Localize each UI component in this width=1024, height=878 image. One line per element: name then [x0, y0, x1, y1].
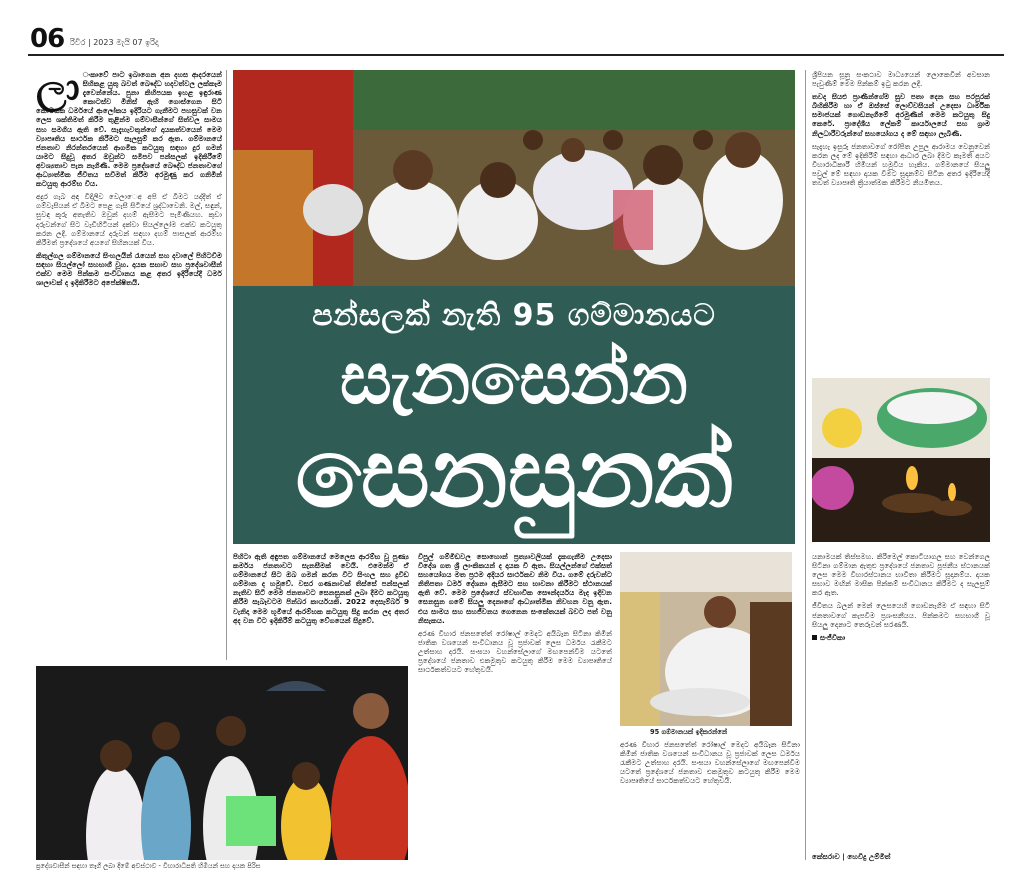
- col4-paragraph-1: ශ්‍රීපියන සූනු සංකථාව මාධ්‍යයෙන් ලොකෙවින් අවසාන පැවුණිම් මෙම පින්කම් ඉටු කරන ලදී.: [812, 70, 990, 89]
- bullet-icon: [812, 635, 817, 640]
- header-rule: [28, 54, 1004, 56]
- dateline: රිවිර | 2023 මැයි 07 ඉරිදා: [70, 38, 159, 47]
- offering-photo: [812, 378, 990, 542]
- caption-bottom-left: ප්‍රදේශවාසීන් සඳහා තෑගී ලබා දීමේ අවස්ථාව - විහාරාධිපති හිමියන් සහ දායක පිරිස: [36, 862, 261, 870]
- article-column-4: [812, 70, 990, 370]
- photographer-credit: [812, 852, 990, 866]
- col1-paragraph-2: අදුර ගැබ අඳ විදිලිව වෙලාෙඅ අපි ඒ බිමට යද්දීත් ඒ ගම්වැසියන් ඒ බිමට පෙළ ගැසී සිටියේ ශ්‍රද්ධාවෙනි. මල්, සඳුන්, සුවඳ කූරු අතැතිව ඔවුන් දහම් ඇසීමට පැමිණියහ. කුඩා දරුවන්ගේ සිට වැඩිහිටියන් දක්වා සියල්ලෝම එක්ව කටයුතු කරන ලදී. ගම්මානයේ දරුවන් සඳහා දහම් පාසලක් ආරම්භ කිරීමත් ප්‍රදේශයේ අයගේ සිහිනයක් විය.: [36, 192, 222, 247]
- col6-paragraph: අරණ විහාර ජනසතේත් රෝෂාල් මෙදට අයිබෑන සිටීනා කිමින් ජාතික වශයෙන් සංවිධානය වූ ප්‍රජාවක් ලෙස ධර්මය රැකීමට උත්සාහ දරයි. සංඝයා වහන්සේලාගේ මඟපෙන්වීම යටතේ ප්‍රදේශයේ ජනතාව එකමුතුව කටයුතු කිරීම මෙම ව්‍යාපෘතියේ සාර්ථකත්වයට හේතුවයි.: [620, 740, 800, 786]
- photographer-text: කේසරාව | හෙවිදු උම්මිත්: [812, 852, 891, 861]
- col2-paragraph: පිහිටා ඇති අඳුපත ගම්මානයේ මෙලෙස ආරම්භ වූ පුණ්‍ය කර්මය ජනතාවට සැනසීමක් වෙයි. එමෙන්ම ඒ ගම්මානයේ සිට ඔබ ගමන් කරන විට සිංහල සහ ද්‍රවිඩ ගම්මාන ද හමුවේ. වසර ගණනාවක් තිස්සේ පන්සලක් නැතිව සිටි මෙම ජනතාවට සෙනසුනක් ලබා දීමට කටයුතු කිරීම සැබෑවටම පින්බර කාර්යයකි. 2022 දෙසැම්බර් 9 වැනිදා මෙම භූමියේ ආරම්භක කටයුතු සිදු කරන ලද අතර අද වන විට ඉදිකිරීම් කටයුතු වේගයෙන් සිදුවේ.: [233, 552, 409, 625]
- col4-paragraph-3: සැදැහැ ඉසුරු ජනතාවගේ රෝපිත උපුල ආරාමය වෙනුවෙන් කරන ලද මේ ඉදිකිරීම් සඳහා ආධාර ලබා දීමට කැමති අයට විහාරාධිකාරී හිමියන් හමුවිය හැකිය. ගම්මානයේ සියලු පවුල් මේ සඳහා දායක වීමට සූදානම්ව සිටින අතර ඉදිරියේදී තවත් ව්‍යාපෘති ක්‍රියාත්මක කිරීමට නියමිතය.: [812, 141, 990, 188]
- article-column-2: [233, 552, 409, 662]
- drop-cap: ලා: [36, 70, 80, 111]
- headline-line-2: සෙනසුනක්: [295, 417, 733, 529]
- monk-photo: [620, 552, 792, 726]
- headline-line-1: සැනසෙන්න: [339, 336, 689, 420]
- col4-paragraph-2: තවද සියළු ප්‍රාණීන්ගේම සුව පතා දෙන සහ පරපුරක් බිහිකිරීම හා ඒ ඔස්සේ ලොව්වසියන් උදෙසා ධාර්මික සමාජයක් ගොඩනැගීමේ අරමුණින් මෙම කටයුතු සිදු කෙරේ. ප්‍රාදේශීය ලේකම් කාර්යාලයේ සහ ග්‍රාම නිලධාරීවරුන්ගේ සහයෝගය ද මේ සඳහා ලැබිණි.: [812, 92, 990, 138]
- col4-paragraph-4: යනාමයක් තිස්සමහ. කිරිමෙල් කොටියාගල සහ වෙන්ගෙල සිටීනා ගම්මාන ඇතුළු ප්‍රදේශයේ ජනතාව පූජනීය ස්ථානයක් ලෙස මෙම විහාරස්ථානය භාවිතා කිරීමට සූදානම්ය. දායක සභාව මඟින් මාසික පින්කම් සංවිධානය කිරීමට ද සැලසුම් කර ඇත.: [812, 552, 990, 598]
- crowd-photo: [233, 70, 795, 286]
- author-line: [812, 633, 990, 642]
- column-divider: [805, 70, 806, 860]
- col1-paragraph-3: කිතුල්ගල ගම්මානයේ සිංහලයින් රැයෙන් සහ දවාලේ පිහිටවීම සඳහා සියල්ලෝ සහභාගී වූහ. දායක සභාව සහ ප්‍රදේශවාසීන් එක්ව මෙම පින්කම සංවිධානය කළ අතර ඉදිරියේදී ධර්ම ශාලාවක් ද ඉදිකිරීමට අපේක්ෂිතයි.: [36, 250, 222, 288]
- author-label: සංජීවිකා: [820, 632, 846, 642]
- kicker: පන්සලක් නැති 95 ගම්මානයට: [312, 298, 716, 333]
- caption-monk: 95 ගම්මානයක් ඉදිකරන්නේ: [650, 728, 728, 736]
- col3-paragraph-2: අරණ විහාර ජනසතේත් රෝෂාල් මෙදට අයිබෑන සිටීනා කිමින් ජාතික වශයෙන් සංවිධානය වූ ප්‍රජාවක් ලෙස ධර්මය රැකීමට උත්සාහ දරයි. සංඝයා වහන්සේලාගේ මඟපෙන්වීම යටතේ ප්‍රදේශයේ ජනතාව එකමුතුව කටයුතු කිරීම මෙම ව්‍යාපෘතියේ සාර්ථකත්වයට හේතුවයි.: [418, 628, 612, 675]
- donation-photo: [36, 666, 408, 860]
- headline-block: [233, 286, 795, 544]
- col3-paragraph-1: විපුල් ගම්මිඩවල සොහොන් ප්‍රත්‍යාවලියක් දැකගැනීම උදෙසා විදේශ ගත ශ්‍රී ලාංකිකයන් ද දායක වී ඇත. සියල්ලන්ගේ එක්සත් සහයෝගය මත ප්‍රථම අදියර සාර්ථකව නිම විය. ගමේ දරුවන්ට නිතිපතා ධර්ම දේශනා ඇසීමට සහ භාවනා කිරීමට ස්ථානයක් ඇති වේ. මෙම ප්‍රදේශයේ ස්වභාවික සෞන්දර්යය මැද ඉදිවන සෙනසුන ගමේ සියලු දෙනාගේ ආධ්‍යාත්මික නිවහන වනු ඇත. එය සාමය සහ සහජීවනය ගෙනෙන සංකේතයක් බවට පත් වනු නිසැකය.: [418, 552, 612, 625]
- article-column-5: [812, 552, 990, 832]
- article-column-3: [418, 552, 612, 872]
- col4-paragraph-5: ජීවිතය බලන් මෙන් ලෙසයෙහි ගොඩනැගීම ඒ සඳහා සිටි ජනතාවගේ කැපවීම ප්‍රශංසනීයය. පින්කමට සහභාගී වූ සියලු දෙනාට තෙරුවන් සරණයි.: [812, 601, 990, 629]
- article-column-6: [620, 740, 800, 870]
- page-number: 06: [30, 24, 65, 54]
- col1-paragraph-1: ංකාවේ පාට ඉබාගෙන අන දහස ආදරයෙන් සිහිකළ යුතු බවත් බෞද්ධ හදවත්වල ලක්කෑම දැවෙන්නේය. පුනා කිහිපයක ඉහළ ඉඳුරාණ කොටස්ව මිනිස් ඇහි ගොස්ගෙන සිටි කොටසක ධර්මයේ ආලෝකය ඉදිරියට ගැනීමට පහසුවක් වන ලෙස ශක්තිමත් කිරීම තුළින්ම ගම්වාසීන්ගේ සිත්වල සාමය සහ සමගිය ඇති වේ. සැදැහැවතුන්ගේ දායකත්වයෙන් මෙම ව්‍යාපෘතිය සාර්ථක කිරීමට සැලසුම් කර ඇත. ගම්මානයේ ජනතාව නිරන්තරයෙන් ආගමික කටයුතු සඳහා දුර ගමන් යාමට සිදුවූ අතර ඔවුන්ට සමීපව පන්සලක් ඉදිකිරීමේ අවශ්‍යතාව පැන නැගිණි. මෙම ප්‍රදේශයේ බෞද්ධ ජනතාවගේ ආධ්‍යාත්මික ජීවිතය සවිමත් කිරීම අරමුණු කර ගනිමින් කටයුතු ආරම්භ විය.: [36, 70, 222, 189]
- column-divider-2: [226, 70, 227, 660]
